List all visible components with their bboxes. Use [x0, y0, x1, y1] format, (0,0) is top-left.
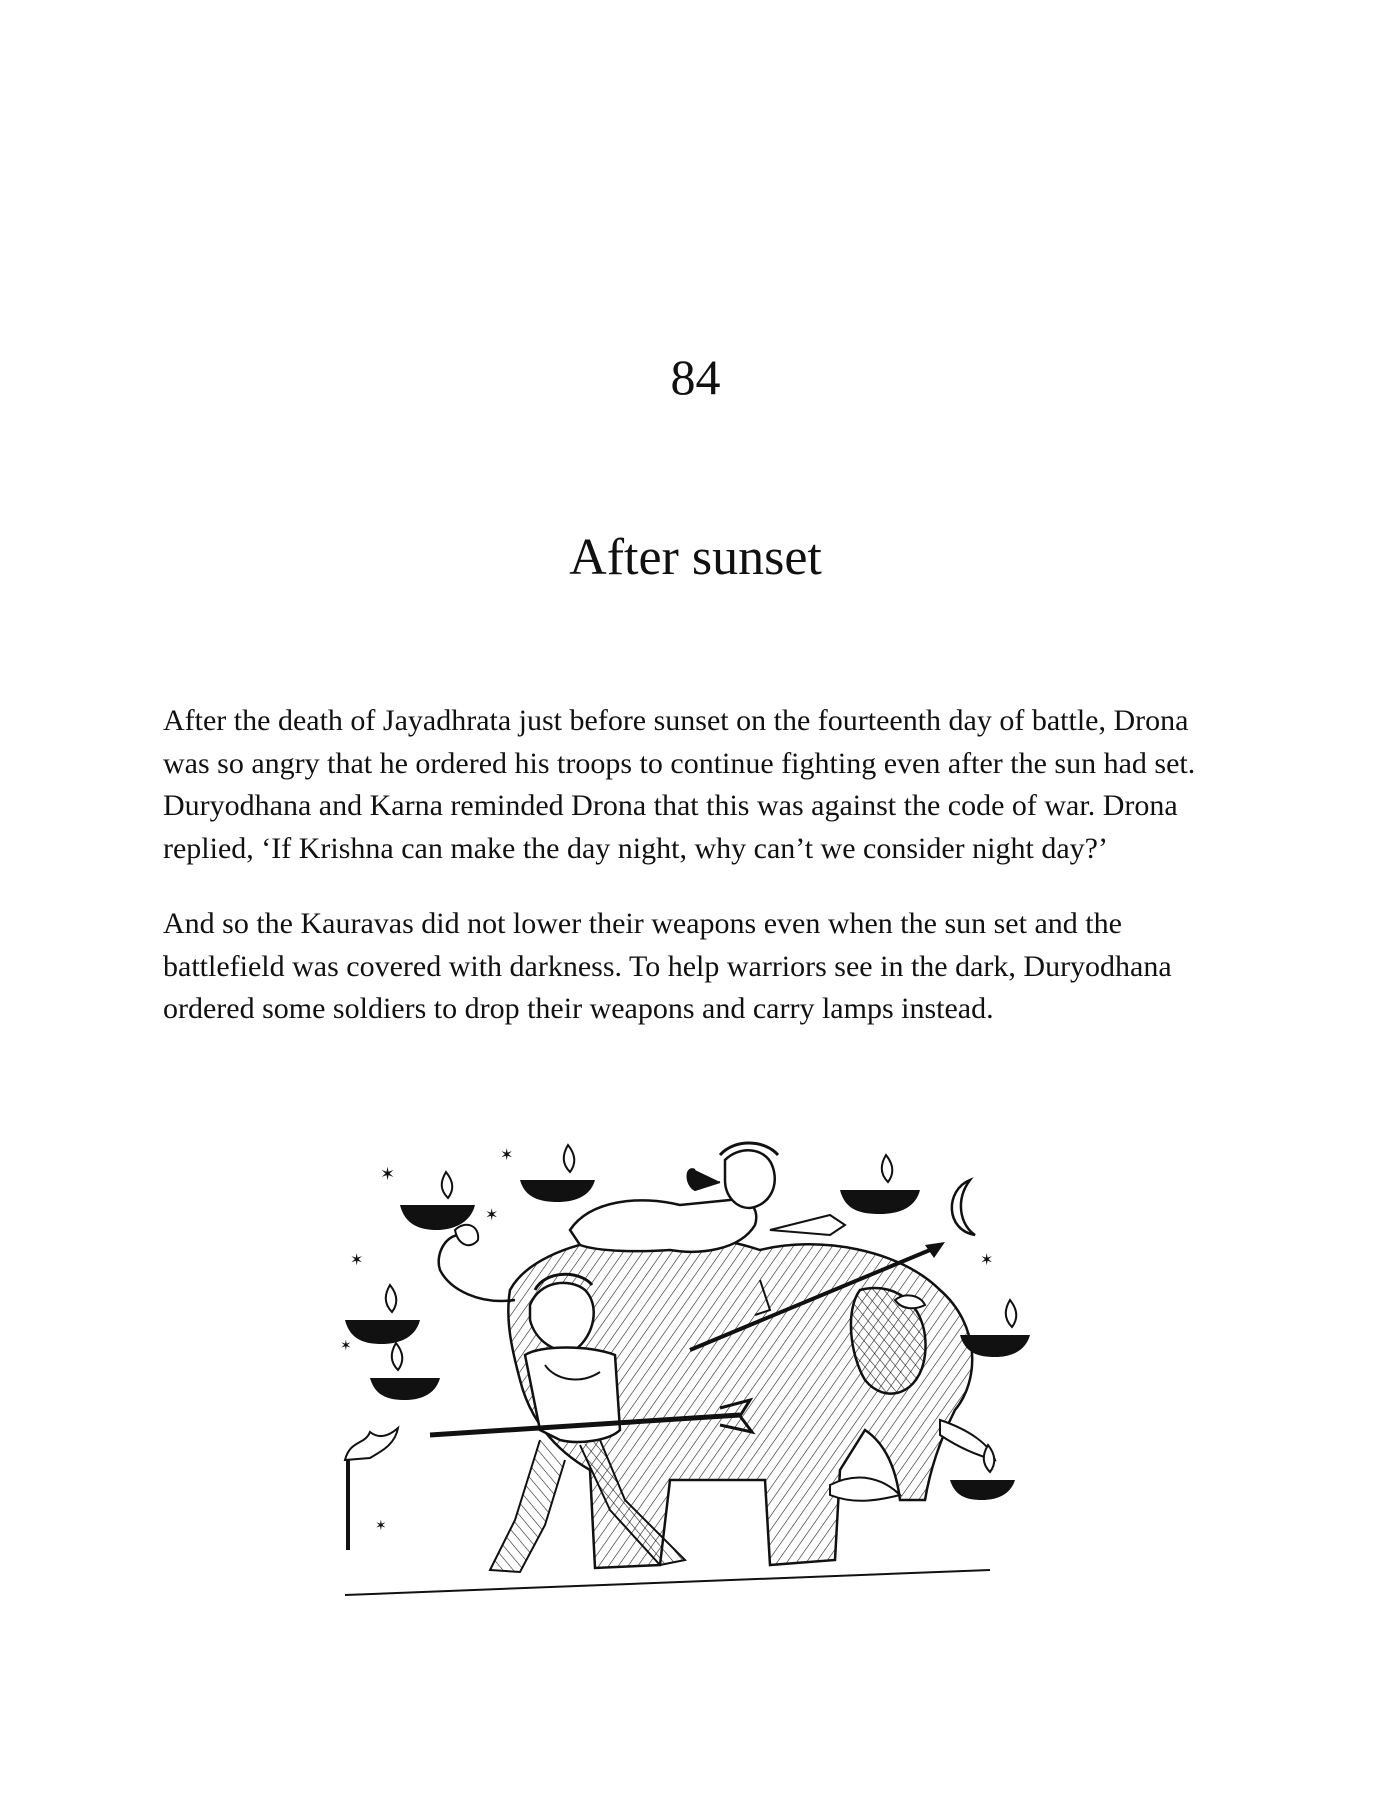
chapter-title: After sunset — [569, 529, 822, 586]
oil-lamp-3 — [840, 1155, 920, 1214]
torch — [345, 1428, 398, 1550]
oil-lamp-2 — [520, 1145, 595, 1202]
oil-lamp-4 — [345, 1285, 420, 1344]
svg-text:✶: ✶ — [485, 1205, 499, 1224]
svg-text:✶: ✶ — [500, 1145, 514, 1164]
svg-text:✶: ✶ — [350, 1250, 364, 1269]
crescent-moon-icon — [952, 1180, 975, 1235]
paragraph-1: After the death of Jayadhrata just before sunset on the fourteenth day of battle, Drona was so angry that he ordered his troops to continue fighting even after the sun had set. Duryodhana and Karna reminded Drona that this was against the code of war. Drona replied, ‘If Krishna can make the day night, why can’t we consider night day?’ — [163, 704, 1196, 865]
svg-text:✶: ✶ — [380, 1164, 396, 1185]
chapter-body — [163, 700, 1233, 1064]
paragraph-2: And so the Kauravas did not lower their weapons even when the sun set and the battlefield was covered with darkness. To help warriors see in the dark, Duryodhana ordered some soldiers to drop their weapons and carry lamps instead. — [163, 907, 1172, 1025]
illustration-drawing — [340, 1140, 1040, 1610]
svg-text:✶: ✶ — [980, 1250, 994, 1269]
ground-line — [345, 1570, 990, 1595]
oil-lamp-1 — [400, 1172, 475, 1230]
svg-text:✶: ✶ — [340, 1338, 352, 1354]
illustration-night-battle — [340, 1140, 1040, 1610]
oil-lamp-6 — [960, 1300, 1030, 1357]
svg-text:✶: ✶ — [375, 1518, 387, 1534]
chapter-number: 84 — [670, 349, 721, 405]
oil-lamp-5 — [370, 1343, 440, 1400]
